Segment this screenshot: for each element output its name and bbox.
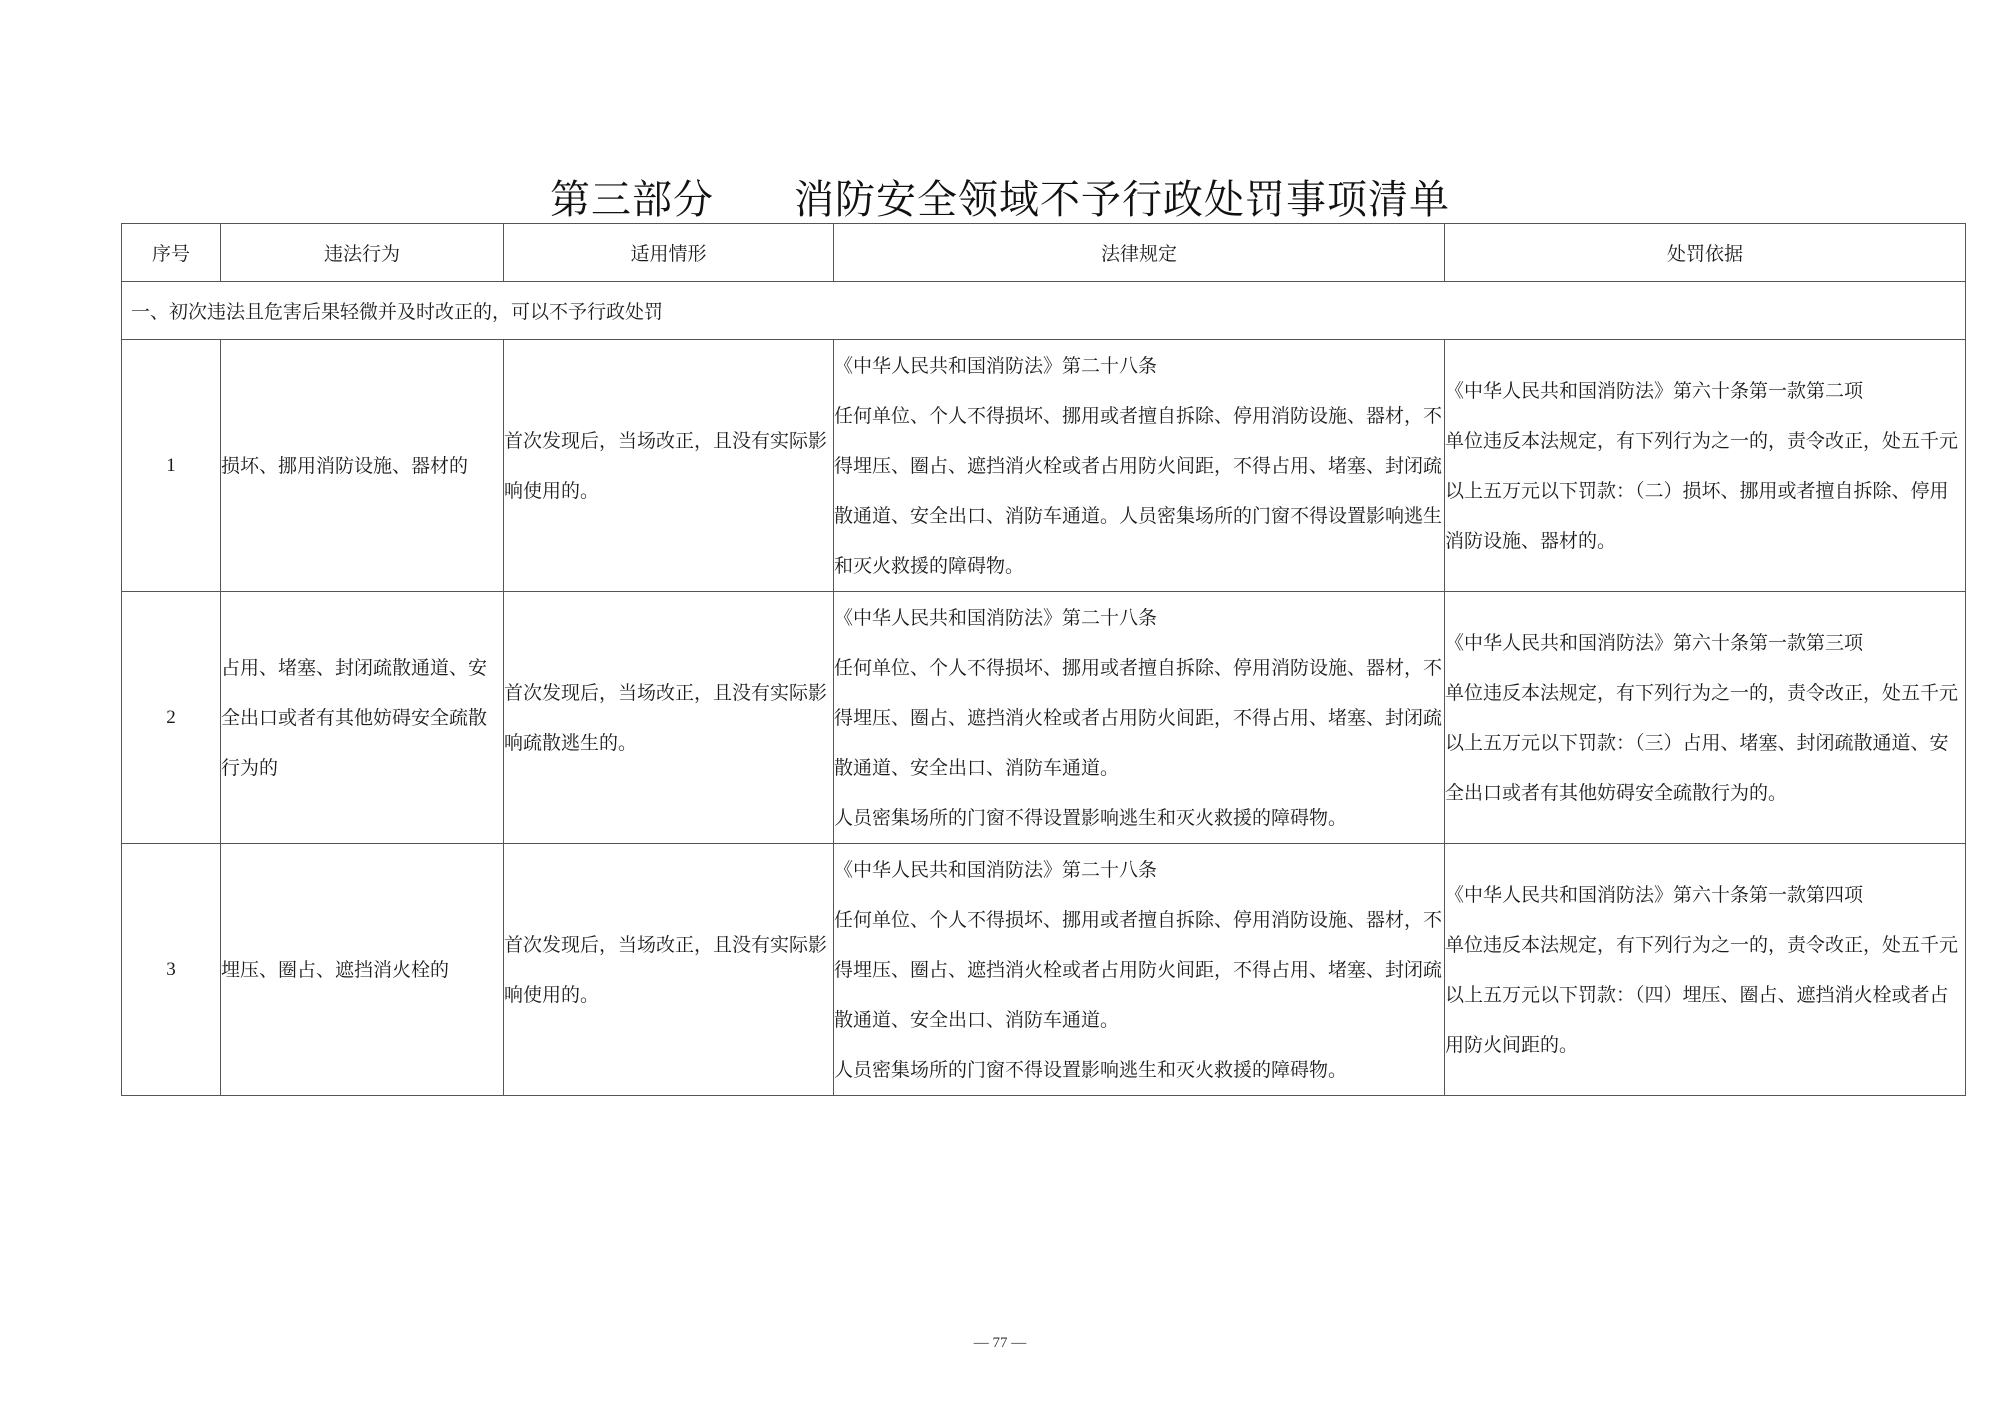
law-title: 《中华人民共和国消防法》第二十八条: [834, 858, 1158, 881]
header-number: 序号: [122, 224, 221, 282]
row-behavior: 占用、堵塞、封闭疏散通道、安全出口或者有其他妨碍安全疏散行为的: [221, 592, 504, 844]
basis-title: 《中华人民共和国消防法》第六十条第一款第二项: [1445, 379, 1864, 402]
header-law: 法律规定: [834, 224, 1445, 282]
table-row: [122, 592, 1966, 844]
row-situation: 首次发现后，当场改正，且没有实际影响疏散逃生的。: [504, 592, 834, 844]
header-behavior: 违法行为: [221, 224, 504, 282]
basis-text: 单位违反本法规定，有下列行为之一的，责令改正，处五千元以上五万元以下罚款：（二）损坏、挪用或者擅自拆除、停用消防设施、器材的。: [1445, 429, 1959, 552]
basis-text: 单位违反本法规定，有下列行为之一的，责令改正，处五千元以上五万元以下罚款：（三）占用、堵塞、封闭疏散通道、安全出口或者有其他妨碍安全疏散行为的。: [1445, 681, 1959, 804]
basis-text: 单位违反本法规定，有下列行为之一的，责令改正，处五千元以上五万元以下罚款：（四）埋压、圈占、遮挡消火栓或者占用防火间距的。: [1445, 933, 1959, 1056]
section-heading: 一、初次违法且危害后果轻微并及时改正的，可以不予行政处罚: [122, 282, 1966, 340]
row-number: 2: [122, 592, 221, 844]
row-basis: [1445, 340, 1966, 592]
basis-title: 《中华人民共和国消防法》第六十条第一款第四项: [1445, 883, 1864, 906]
row-law: [834, 592, 1445, 844]
row-behavior: 损坏、挪用消防设施、器材的: [221, 340, 504, 592]
table-row: [122, 340, 1966, 592]
law-text: 任何单位、个人不得损坏、挪用或者擅自拆除、停用消防设施、器材，不得埋压、圈占、遮挡消火栓或者占用防火间距，不得占用、堵塞、封闭疏散通道、安全出口、消防车通道。: [834, 656, 1443, 779]
law-title: 《中华人民共和国消防法》第二十八条: [834, 606, 1158, 629]
penalty-exemption-table: [121, 223, 1966, 1096]
row-situation: 首次发现后，当场改正，且没有实际影响使用的。: [504, 340, 834, 592]
basis-title: 《中华人民共和国消防法》第六十条第一款第三项: [1445, 631, 1864, 654]
title-name: 消防安全领域不予行政处罚事项清单: [794, 177, 1450, 223]
row-basis: [1445, 592, 1966, 844]
row-law: [834, 340, 1445, 592]
row-number: 3: [122, 844, 221, 1096]
table-row: [122, 844, 1966, 1096]
law-title: 《中华人民共和国消防法》第二十八条: [834, 354, 1158, 377]
law-text: 任何单位、个人不得损坏、挪用或者擅自拆除、停用消防设施、器材，不得埋压、圈占、遮挡消火栓或者占用防火间距，不得占用、堵塞、封闭疏散通道、安全出口、消防车通道。: [834, 908, 1443, 1031]
law-extra: 人员密集场所的门窗不得设置影响逃生和灭火救援的障碍物。: [834, 806, 1348, 829]
section-row: [122, 282, 1966, 340]
page-number: — 77 —: [973, 1335, 1027, 1351]
row-situation: 首次发现后，当场改正，且没有实际影响使用的。: [504, 844, 834, 1096]
page-title: [0, 168, 2000, 225]
row-number: 1: [122, 340, 221, 592]
row-law: [834, 844, 1445, 1096]
row-behavior: 埋压、圈占、遮挡消火栓的: [221, 844, 504, 1096]
header-situation: 适用情形: [504, 224, 834, 282]
table-header-row: [122, 224, 1966, 282]
row-basis: [1445, 844, 1966, 1096]
law-text: 任何单位、个人不得损坏、挪用或者擅自拆除、停用消防设施、器材，不得埋压、圈占、遮挡消火栓或者占用防火间距，不得占用、堵塞、封闭疏散通道、安全出口、消防车通道。人员密集场所的门窗不得设置影响逃生和灭火救援的障碍物。: [834, 404, 1443, 577]
title-part: 第三部分: [550, 177, 714, 223]
header-basis: 处罚依据: [1445, 224, 1966, 282]
law-extra: 人员密集场所的门窗不得设置影响逃生和灭火救援的障碍物。: [834, 1058, 1348, 1081]
